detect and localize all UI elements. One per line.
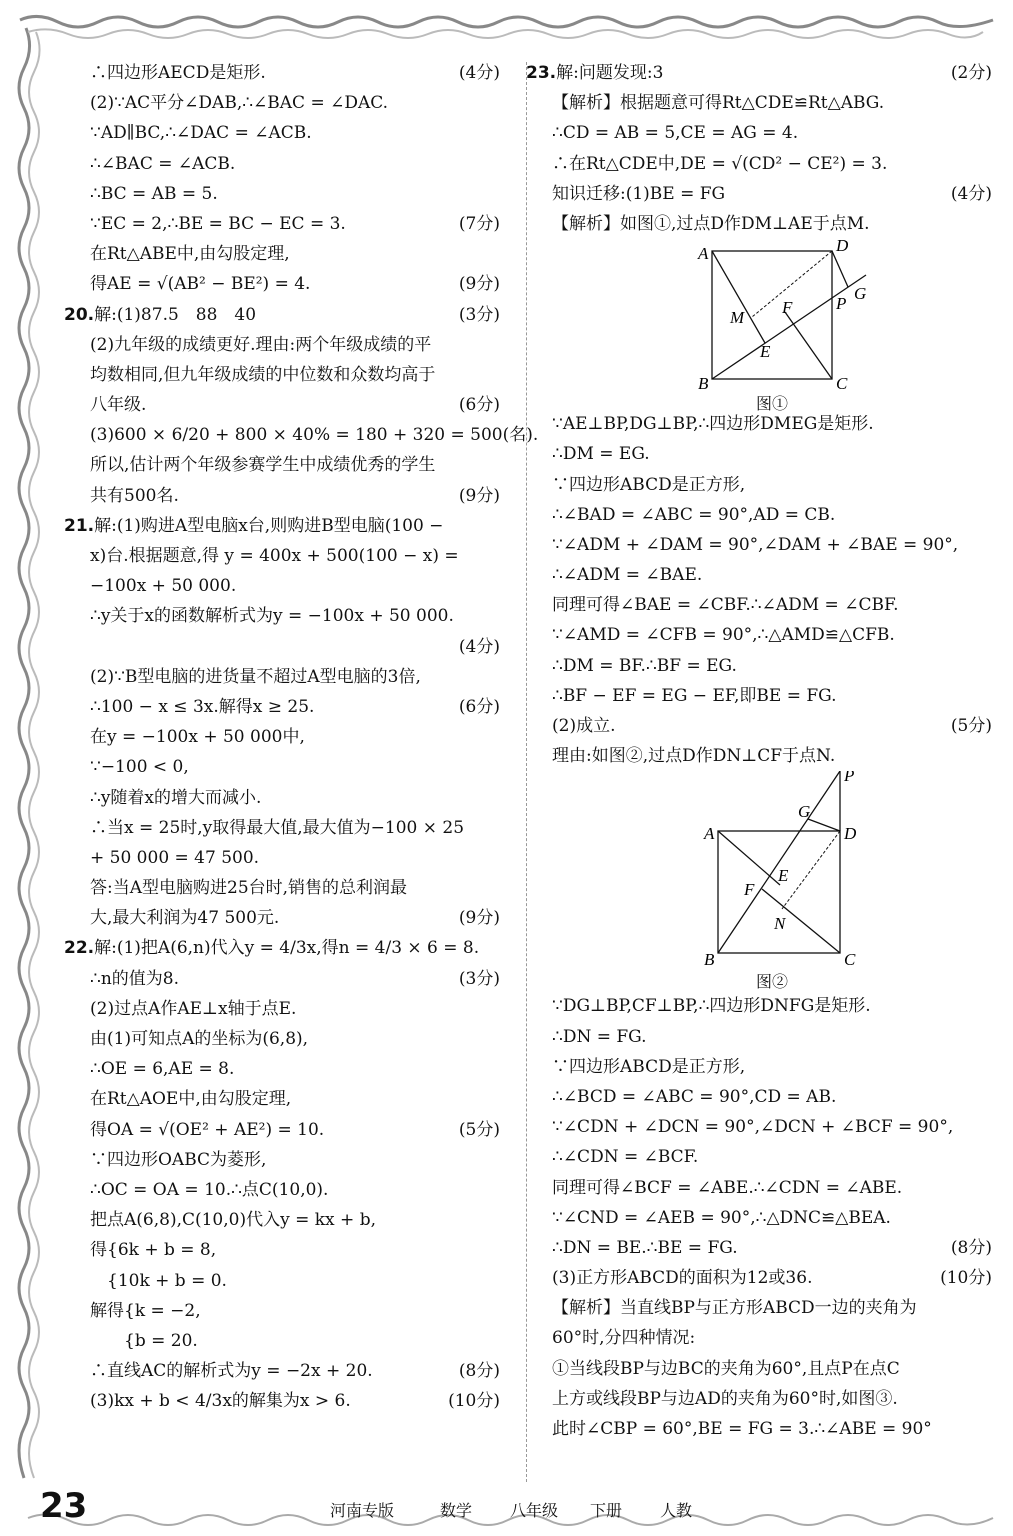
solution-line: [90, 873, 500, 903]
solution-line: [552, 1082, 992, 1112]
solution-text: ∴∠BAD = ∠ABC = 90°,AD = CB.: [552, 504, 836, 525]
solution-text: 解:(1)购进A型电脑x台,则购进B型电脑(100 −: [94, 515, 444, 536]
footer-volume: 下册: [590, 1501, 623, 1520]
solution-line: [90, 269, 500, 299]
solution-line: [90, 903, 500, 933]
solution-line: [90, 1386, 500, 1416]
solution-text: ∴y随着x的增大而减小.: [90, 787, 262, 808]
solution-line: [552, 179, 992, 209]
solution-line: [552, 711, 992, 741]
solution-text: (2)成立.: [552, 716, 616, 736]
solution-line: [90, 1115, 500, 1145]
svg-text:B: B: [698, 374, 709, 390]
solution-text: ∴y关于x的函数解析式为y = −100x + 50 000.: [90, 606, 454, 627]
solution-text: 八年级.: [90, 395, 147, 416]
solution-text: ∵AE⊥BP,DG⊥BP,∴四边形DMEG是矩形.: [552, 414, 874, 435]
solution-line: [90, 1326, 500, 1356]
solution-text: 在Rt△ABE中,由勾股定理,: [90, 244, 290, 265]
solution-text: 在Rt△AOE中,由勾股定理,: [90, 1089, 292, 1110]
solution-line: [526, 58, 992, 88]
svg-text:D: D: [844, 824, 857, 844]
solution-line: [552, 741, 992, 771]
svg-text:A: A: [698, 244, 709, 264]
svg-text:M: M: [730, 308, 745, 328]
solution-text: 60°时,分四种情况:: [552, 1328, 696, 1349]
solution-line: [90, 1266, 500, 1296]
solution-text: ∴DN = BE.∴BE = FG.: [552, 1237, 738, 1258]
figure-1-caption: 图①: [755, 394, 788, 414]
svg-text:N: N: [774, 914, 786, 934]
solution-line: [552, 1293, 992, 1323]
solution-line: [552, 1233, 992, 1263]
solution-line: [90, 450, 500, 480]
svg-text:C: C: [844, 950, 856, 968]
solution-text: 同理可得∠BAE = ∠CBF.∴∠ADM = ∠CBF.: [552, 595, 899, 616]
question-number: 23.: [526, 63, 557, 83]
solution-text: 得OA = √(OE² + AE²) = 10.: [90, 1119, 325, 1140]
solution-line: [64, 511, 500, 541]
score-label: (3分): [458, 968, 500, 989]
solution-line: [90, 722, 500, 752]
solution-text: 上方或线段BP与边AD的夹角为60°时,如图③.: [552, 1388, 898, 1409]
solution-text: ①当线段BP与边BC的夹角为60°,且点P在点C: [552, 1358, 900, 1379]
solution-text: 在y = −100x + 50 000中,: [90, 727, 305, 748]
score-label: (8分): [458, 1361, 500, 1382]
solution-line: [552, 209, 992, 239]
solution-text: + 50 000 = 47 500.: [90, 847, 260, 868]
solution-line: [90, 1296, 500, 1326]
solution-line: [90, 692, 500, 722]
footer-publisher: 人教: [660, 1501, 693, 1520]
solution-line: [552, 681, 992, 711]
solution-text: 解得{k = −2,: [90, 1300, 201, 1321]
solution-text: ∴n的值为8.: [90, 968, 179, 989]
svg-text:F: F: [782, 298, 793, 318]
solution-line: [90, 1356, 500, 1386]
solution-text: ∴OE = 6,AE = 8.: [90, 1059, 235, 1080]
score-label: (4分): [950, 183, 992, 204]
solution-text: ∵∠ADM + ∠DAM = 90°,∠DAM + ∠BAE = 90°,: [552, 534, 959, 555]
solution-line: [90, 632, 500, 662]
solution-line: [90, 783, 500, 813]
solution-text: 把点A(6,8),C(10,0)代入y = kx + b,: [90, 1210, 376, 1231]
solution-text: 此时∠CBP = 60°,BE = FG = 3.∴∠ABE = 90°: [552, 1419, 932, 1439]
solution-text: 大,最大利润为47 500元.: [90, 908, 280, 929]
solution-text: ∵∠CND = ∠AEB = 90°,∴△DNC≌△BEA.: [552, 1207, 891, 1228]
solution-line: [552, 118, 992, 148]
figure-2-diagram: [552, 771, 992, 967]
figure-1: [552, 239, 992, 414]
solution-line: [90, 1145, 500, 1175]
solution-line: [552, 1414, 992, 1444]
score-label: (9分): [458, 274, 500, 295]
solution-text: ∴100 − x ≤ 3x.解得x ≥ 25.: [90, 696, 315, 717]
score-label: (6分): [458, 696, 500, 717]
solution-line: [90, 1054, 500, 1084]
figure-2: [552, 771, 992, 991]
solution-line: [90, 662, 500, 692]
solution-text: ∴四边形AECD是矩形.: [90, 63, 266, 83]
question-number: 20.: [64, 304, 95, 325]
solution-line: [90, 420, 539, 450]
solution-line: [552, 1323, 992, 1353]
solution-text: 【解析】根据题意可得Rt△CDE≌Rt△ABG.: [552, 93, 885, 114]
solution-text: x)台.根据题意,得 y = 400x + 500(100 − x) =: [90, 546, 459, 566]
solution-text: ∴DM = EG.: [552, 444, 650, 465]
solution-line: [552, 409, 992, 439]
solution-text: ∵∠AMD = ∠CFB = 90°,∴△AMD≌△CFB.: [552, 625, 895, 646]
solution-line: [552, 1354, 992, 1384]
solution-text: ∴CD = AB = 5,CE = AG = 4.: [552, 123, 799, 144]
solution-line: [552, 1112, 992, 1142]
solution-line: [64, 933, 500, 963]
svg-text:P: P: [836, 294, 847, 314]
solution-text: 同理可得∠BCF = ∠ABE.∴∠CDN = ∠ABE.: [552, 1177, 903, 1198]
solution-text: 解:问题发现:3: [556, 63, 664, 83]
solution-text: 所以,估计两个年级参赛学生中成绩优秀的学生: [90, 455, 436, 476]
score-label: (5分): [950, 716, 992, 736]
score-label: (7分): [458, 213, 500, 234]
svg-text:E: E: [778, 866, 789, 886]
solution-text: ∴∠ADM = ∠BAE.: [552, 565, 703, 586]
solution-text: ∵四边形OABC为菱形,: [90, 1149, 267, 1170]
solution-text: ∵四边形ABCD是正方形,: [552, 1056, 746, 1077]
svg-text:P: P: [844, 771, 855, 786]
footer-edition: 河南专版: [330, 1501, 395, 1520]
svg-text:G: G: [798, 802, 811, 822]
solution-line: [90, 1084, 500, 1114]
footer-grade: 八年级: [510, 1501, 559, 1520]
solution-text: ∴BC = AB = 5.: [90, 183, 218, 204]
solution-line: [90, 541, 500, 571]
solution-text: 【解析】当直线BP与正方形ABCD一边的夹角为: [552, 1298, 917, 1319]
solution-line: [552, 1022, 992, 1052]
solution-line: [552, 439, 992, 469]
solution-text: (2)九年级的成绩更好.理由:两个年级成绩的平: [90, 334, 432, 355]
solution-line: [552, 590, 992, 620]
solution-line: [90, 964, 500, 994]
solution-line: [552, 1203, 992, 1233]
solution-text: ∴∠CDN = ∠BCF.: [552, 1147, 699, 1168]
solution-line: [552, 500, 992, 530]
figure-2-caption: 图②: [755, 972, 788, 992]
score-label: (2分): [950, 63, 992, 83]
solution-text: {10k + b = 0.: [90, 1270, 227, 1291]
solution-line: [90, 1175, 500, 1205]
solution-text: ∵EC = 2,∴BE = BC − EC = 3.: [90, 213, 346, 234]
figure-1-diagram: [552, 239, 992, 389]
solution-text: 知识迁移:(1)BE = FG: [552, 183, 726, 204]
solution-text: (3)600 × 6/20 + 800 × 40% = 180 + 320 = 500(名).: [90, 425, 539, 446]
solution-line: [64, 300, 500, 330]
solution-text: ∵DG⊥BP,CF⊥BP,∴四边形DNFG是矩形.: [552, 996, 871, 1017]
solution-text: ∴在Rt△CDE中,DE = √(CD² − CE²) = 3.: [552, 153, 888, 174]
solution-line: [90, 209, 500, 239]
svg-text:E: E: [760, 342, 771, 362]
solution-text: ∴∠BCD = ∠ABC = 90°,CD = AB.: [552, 1086, 837, 1107]
solution-text: (2)过点A作AE⊥x轴于点E.: [90, 998, 297, 1019]
solution-line: [90, 118, 500, 148]
question-number: 22.: [64, 938, 95, 959]
footer-subject: 数学: [440, 1501, 473, 1520]
svg-text:C: C: [836, 374, 848, 390]
score-label: (5分): [458, 1119, 500, 1140]
score-label: (4分): [458, 63, 500, 83]
solution-text: {b = 20.: [90, 1330, 198, 1351]
solution-line: [90, 239, 500, 269]
solution-line: [552, 1142, 992, 1172]
svg-text:G: G: [854, 284, 867, 304]
solution-line: [90, 481, 500, 511]
solution-text: (3)kx + b < 4/3x的解集为x > 6.: [90, 1391, 351, 1412]
svg-text:A: A: [704, 824, 715, 844]
right-column: [526, 58, 992, 1444]
solution-text: 答:当A型电脑购进25台时,销售的总利润最: [90, 878, 408, 899]
score-label: (10分): [448, 1391, 500, 1412]
svg-text:B: B: [704, 950, 715, 968]
solution-text: (3)正方形ABCD的面积为12或36.: [552, 1268, 813, 1289]
score-label: (8分): [950, 1237, 992, 1258]
solution-text: ∵四边形ABCD是正方形,: [552, 474, 746, 495]
solution-line: [90, 88, 500, 118]
solution-text: 理由:如图②,过点D作DN⊥CF于点N.: [552, 746, 836, 767]
solution-text: ∴∠BAC = ∠ACB.: [90, 153, 236, 174]
page-number: 23: [40, 1486, 88, 1526]
solution-line: [90, 601, 500, 631]
solution-line: [552, 651, 992, 681]
solution-line: [90, 994, 500, 1024]
solution-line: [90, 1205, 500, 1235]
solution-text: ∴DN = FG.: [552, 1026, 647, 1047]
solution-text: ∵−100 < 0,: [90, 757, 189, 778]
solution-line: [552, 560, 992, 590]
solution-line: [90, 813, 500, 843]
solution-text: ∴DM = BF.∴BF = EG.: [552, 655, 737, 676]
solution-line: [90, 330, 500, 360]
solution-line: [552, 1384, 992, 1414]
solution-text: −100x + 50 000.: [90, 576, 237, 597]
solution-line: [552, 530, 992, 560]
solution-text: ∵AD∥BC,∴∠DAC = ∠ACB.: [90, 123, 312, 144]
solution-text: 解:(1)把A(6,n)代入y = 4/3x,得n = 4/3 × 6 = 8.: [94, 938, 480, 959]
solution-text: ∴直线AC的解析式为y = −2x + 20.: [90, 1361, 373, 1382]
solution-line: [552, 470, 992, 500]
solution-text: 得AE = √(AB² − BE²) = 4.: [90, 274, 311, 295]
solution-text: 解:(1)87.5 88 40: [94, 304, 257, 325]
solution-line: [90, 571, 500, 601]
score-label: (9分): [458, 908, 500, 929]
solution-text: ∴OC = OA = 10.∴点C(10,0).: [90, 1179, 329, 1200]
solution-text: 均数相同,但九年级成绩的中位数和众数均高于: [90, 364, 436, 385]
solution-text: ∴BF − EF = EG − EF,即BE = FG.: [552, 685, 837, 706]
question-number: 21.: [64, 515, 95, 536]
solution-line: [90, 1024, 500, 1054]
solution-line: [552, 1263, 992, 1293]
solution-line: [552, 991, 992, 1021]
solution-text: ∵∠CDN + ∠DCN = 90°,∠DCN + ∠BCF = 90°,: [552, 1117, 954, 1138]
solution-line: [552, 620, 992, 650]
solution-line: [90, 843, 500, 873]
solution-text: ∴当x = 25时,y取得最大值,最大值为−100 × 25: [90, 817, 465, 838]
solution-line: [90, 1235, 500, 1265]
solution-line: [90, 179, 500, 209]
score-label: (10分): [940, 1268, 992, 1289]
svg-text:F: F: [744, 880, 755, 900]
column-divider: [526, 62, 527, 1482]
score-label: (9分): [458, 485, 500, 506]
solution-line: [552, 1052, 992, 1082]
solution-line: [90, 752, 500, 782]
left-column: [64, 58, 539, 1416]
solution-line: [90, 360, 500, 390]
score-label: (6分): [458, 395, 500, 416]
solution-line: [90, 58, 500, 88]
solution-text: (2)∵B型电脑的进货量不超过A型电脑的3倍,: [90, 666, 421, 687]
score-label: (4分): [458, 636, 500, 657]
solution-text: 共有500名.: [90, 485, 179, 506]
solution-text: (2)∵AC平分∠DAB,∴∠BAC = ∠DAC.: [90, 93, 389, 114]
solution-line: [552, 88, 992, 118]
svg-text:D: D: [836, 239, 849, 256]
solution-line: [552, 1173, 992, 1203]
solution-text: 由(1)可知点A的坐标为(6,8),: [90, 1029, 309, 1049]
solution-line: [90, 390, 500, 420]
solution-line: [90, 149, 500, 179]
solution-text: 得{6k + b = 8,: [90, 1240, 217, 1261]
page-footer: [40, 1486, 980, 1526]
score-label: (3分): [458, 304, 500, 325]
solution-line: [552, 149, 992, 179]
solution-text: 【解析】如图①,过点D作DM⊥AE于点M.: [552, 213, 870, 234]
